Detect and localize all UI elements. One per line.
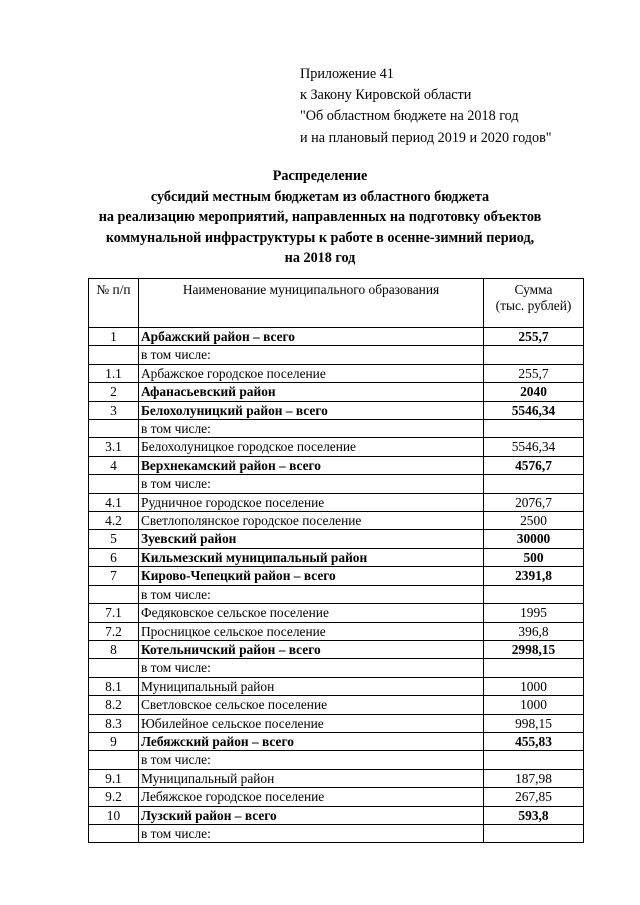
row-sum: 5546,34: [484, 401, 584, 419]
row-name: в том числе:: [139, 824, 484, 842]
appendix-header: [300, 64, 552, 149]
table-row: [89, 732, 584, 750]
table-row: [89, 383, 584, 401]
row-name: Кирово-Чепецкий район – всего: [139, 567, 484, 585]
row-name: Юбилейное сельское поселение: [139, 714, 484, 732]
row-sum: 455,83: [484, 732, 584, 750]
row-sum: 1000: [484, 696, 584, 714]
appendix-line: "Об областном бюджете на 2018 год: [300, 108, 519, 125]
row-number: 8.3: [89, 714, 139, 732]
row-name: Рудничное городское поселение: [139, 493, 484, 511]
table-row: [89, 806, 584, 824]
row-sum: 998,15: [484, 714, 584, 732]
title-line: субсидий местным бюджетам из областного бюджета: [150, 188, 490, 205]
row-sum: [484, 420, 584, 438]
row-name: в том числе:: [139, 659, 484, 677]
row-name: Белохолуницкое городское поселение: [139, 438, 484, 456]
row-number: 8.2: [89, 696, 139, 714]
appendix-line: к Закону Кировской области: [300, 87, 472, 104]
table-body: [89, 328, 584, 843]
row-name: в том числе:: [139, 475, 484, 493]
header-name: Наименование муниципального образования: [139, 279, 484, 328]
row-sum: 1995: [484, 604, 584, 622]
row-sum: 2076,7: [484, 493, 584, 511]
row-number: [89, 751, 139, 769]
row-number: 8.1: [89, 677, 139, 695]
appendix-line: и на плановый период 2019 и 2020 годов": [300, 129, 552, 146]
table-row: [89, 751, 584, 769]
row-name: Кильмезский муниципальный район: [139, 548, 484, 566]
table-row: [89, 824, 584, 842]
row-sum: 2391,8: [484, 567, 584, 585]
row-sum: [484, 585, 584, 603]
row-number: 7: [89, 567, 139, 585]
row-name: Светловское сельское поселение: [139, 696, 484, 714]
row-number: 3: [89, 401, 139, 419]
row-sum: 2500: [484, 512, 584, 530]
row-sum: 593,8: [484, 806, 584, 824]
row-sum: 2998,15: [484, 640, 584, 658]
row-sum: [484, 659, 584, 677]
row-sum: 187,98: [484, 769, 584, 787]
row-name: Лебяжский район – всего: [139, 732, 484, 750]
row-sum: [484, 824, 584, 842]
row-sum: 255,7: [484, 364, 584, 382]
table-row: [89, 714, 584, 732]
header-row: [89, 279, 584, 328]
row-sum: [484, 346, 584, 364]
header-sum-unit: (тыс. рублей): [495, 298, 572, 313]
table-row: [89, 456, 584, 474]
row-name: Муниципальный район: [139, 769, 484, 787]
table-row: [89, 640, 584, 658]
header-sum: [484, 279, 584, 328]
row-name: Зуевский район: [139, 530, 484, 548]
table-row: [89, 677, 584, 695]
header-sum-line: Сумма: [514, 282, 553, 297]
table-row: [89, 420, 584, 438]
header-num: № п/п: [89, 279, 139, 328]
row-name: Афанасьевский район: [139, 383, 484, 401]
row-name: в том числе:: [139, 751, 484, 769]
row-number: 1: [89, 328, 139, 346]
row-name: Лузский район – всего: [139, 806, 484, 824]
row-name: Светлополянское городское поселение: [139, 512, 484, 530]
row-sum: 30000: [484, 530, 584, 548]
table-row: [89, 604, 584, 622]
row-name: Муниципальный район: [139, 677, 484, 695]
row-sum: 2040: [484, 383, 584, 401]
row-number: 7.2: [89, 622, 139, 640]
table-row: [89, 438, 584, 456]
row-sum: 1000: [484, 677, 584, 695]
title-line: коммунальной инфраструктуры к работе в осенне-зимний период,: [105, 229, 535, 246]
subsidy-table: [88, 278, 584, 843]
row-number: 6: [89, 548, 139, 566]
row-name: в том числе:: [139, 420, 484, 438]
row-name: Просницкое сельское поселение: [139, 622, 484, 640]
row-number: 2: [89, 383, 139, 401]
row-sum: 5546,34: [484, 438, 584, 456]
title-line: на 2018 год: [284, 250, 356, 267]
row-number: [89, 346, 139, 364]
row-sum: 4576,7: [484, 456, 584, 474]
table-row: [89, 585, 584, 603]
row-sum: 396,8: [484, 622, 584, 640]
row-number: 10: [89, 806, 139, 824]
row-number: 3.1: [89, 438, 139, 456]
row-sum: 255,7: [484, 328, 584, 346]
title-line: Распределение: [272, 168, 368, 184]
row-sum: [484, 475, 584, 493]
row-name: в том числе:: [139, 346, 484, 364]
table-row: [89, 364, 584, 382]
row-name: в том числе:: [139, 585, 484, 603]
table-row: [89, 530, 584, 548]
row-number: 5: [89, 530, 139, 548]
table-row: [89, 328, 584, 346]
row-sum: 267,85: [484, 788, 584, 806]
table-row: [89, 788, 584, 806]
title-line: на реализацию мероприятий, направленных на подготовку объектов: [98, 209, 542, 226]
row-number: 7.1: [89, 604, 139, 622]
table-row: [89, 346, 584, 364]
row-number: 4.1: [89, 493, 139, 511]
row-number: 8: [89, 640, 139, 658]
row-number: 1.1: [89, 364, 139, 382]
document-title: [0, 166, 640, 269]
row-number: 9.2: [89, 788, 139, 806]
row-name: Арбажское городское поселение: [139, 364, 484, 382]
table-header: [89, 279, 584, 328]
table-row: [89, 622, 584, 640]
row-number: [89, 475, 139, 493]
row-name: Белохолуницкий район – всего: [139, 401, 484, 419]
appendix-line: Приложение 41: [300, 66, 394, 82]
row-sum: 500: [484, 548, 584, 566]
row-number: 9.1: [89, 769, 139, 787]
row-name: Котельничский район – всего: [139, 640, 484, 658]
table-row: [89, 567, 584, 585]
row-sum: [484, 751, 584, 769]
table-row: [89, 512, 584, 530]
table-row: [89, 659, 584, 677]
table-row: [89, 475, 584, 493]
row-number: [89, 824, 139, 842]
row-number: [89, 585, 139, 603]
table-row: [89, 401, 584, 419]
row-name: Лебяжское городское поселение: [139, 788, 484, 806]
row-number: 9: [89, 732, 139, 750]
table-row: [89, 696, 584, 714]
table-row: [89, 769, 584, 787]
row-name: Верхнекамский район – всего: [139, 456, 484, 474]
table-row: [89, 548, 584, 566]
row-number: [89, 420, 139, 438]
table-row: [89, 493, 584, 511]
row-number: [89, 659, 139, 677]
row-name: Федяковское сельское поселение: [139, 604, 484, 622]
row-name: Арбажский район – всего: [139, 328, 484, 346]
row-number: 4: [89, 456, 139, 474]
row-number: 4.2: [89, 512, 139, 530]
